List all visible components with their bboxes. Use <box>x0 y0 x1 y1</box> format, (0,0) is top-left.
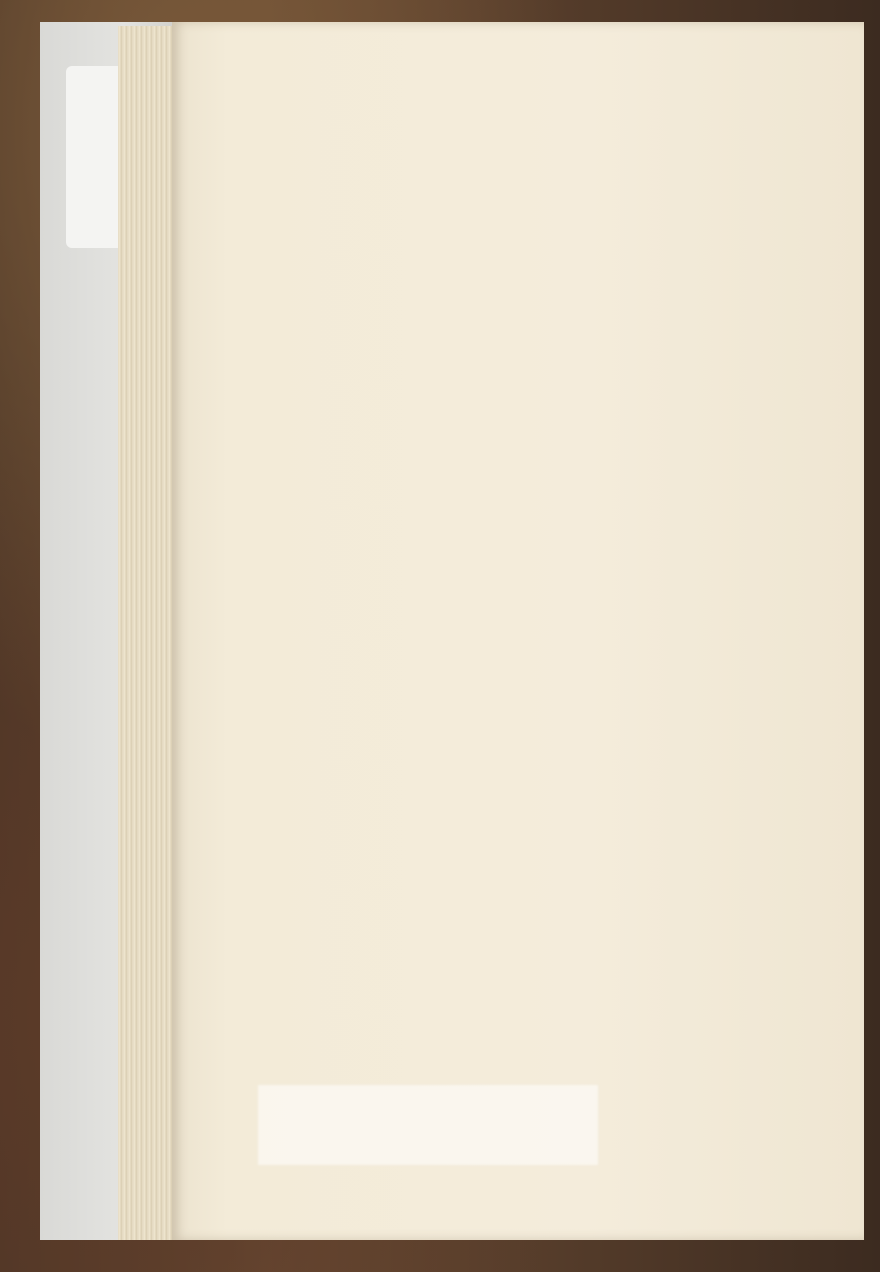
page-edges <box>118 26 178 1240</box>
library-stamp-erasure <box>258 1085 598 1165</box>
book-page <box>172 22 864 1240</box>
